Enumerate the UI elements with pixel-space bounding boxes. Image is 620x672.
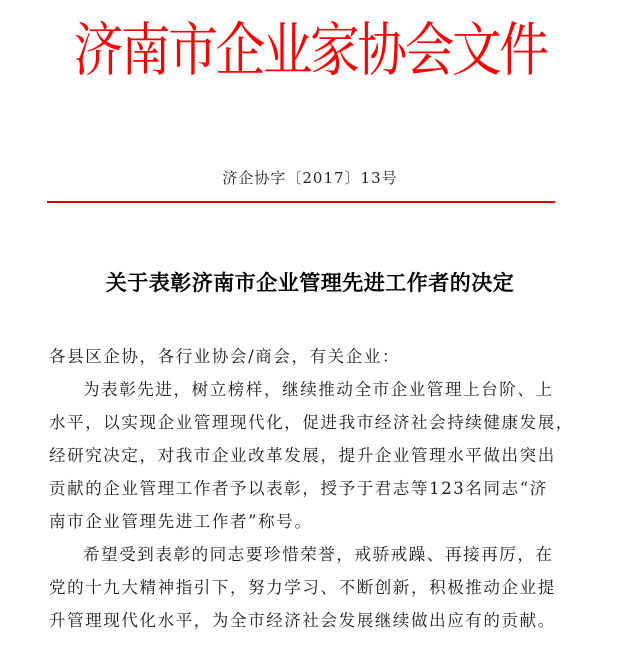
paragraph-line: 贡献的企业管理工作者予以表彰，授予于君志等123名同志“济 [49,479,548,498]
paragraph-1 [49,373,574,538]
paragraph-2 [49,538,559,637]
paragraph-line: 为表彰先进，树立榜样，继续推动全市企业管理上台阶、上 [83,380,554,399]
salutation: 各县区企协，各行业协会/商会，有关企业： [49,347,401,366]
document-masthead: 济南市企业家协会文件 [73,16,547,84]
paragraph-line: 水平，以实现企业管理现代化，促进我市经济社会持续健康发展， [49,413,574,432]
paragraph-line: 党的十九大精神指引下，努力学习、不断创新，积极推动企业提 [49,578,556,597]
document-title: 关于表彰济南市企业管理先进工作者的决定 [105,270,515,295]
paragraph-line: 升管理现代化水平，为全市经济社会发展继续做出应有的贡献。 [49,611,556,630]
red-divider-rule [47,201,555,203]
paragraph-line: 南市企业管理先进工作者”称号。 [49,512,313,531]
document-number: 济企协字〔2017〕13号 [222,169,398,187]
paragraph-line: 希望受到表彰的同志要珍惜荣誉，戒骄戒躁、再接再厉，在 [83,545,554,564]
paragraph-line: 经研究决定，对我市企业改革发展，提升企业管理水平做出突出 [49,446,556,465]
document-body [49,340,574,637]
